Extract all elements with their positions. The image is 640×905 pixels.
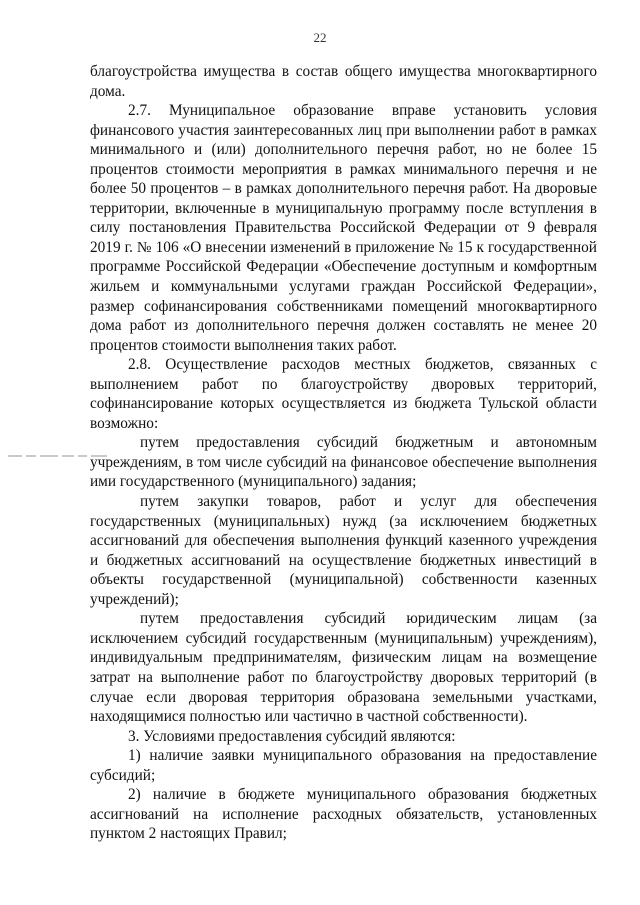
document-body	[90, 62, 597, 844]
paragraph-subsidies-legal-entities: путем предоставления субсидий юридическим лицам (за исключением субсидий государственным (муниципальным) учреждениям), индивидуальным предпринимателям, физическим лицам на возмещение затрат на выполнение работ по благоустройству дворовых территорий (в случае если дворовая территория образована земельными участками, находящимися полностью или частично в частной собственности).	[90, 610, 597, 726]
paragraph-continuation: благоустройства имущества в состав общего имущества многоквартирного дома.	[90, 63, 597, 100]
paragraph-condition-2: 2) наличие в бюджете муниципального образования бюджетных ассигнований на исполнение расходных обязательств, установленных пунктом 2 настоящих Правил;	[90, 786, 597, 843]
paragraph-3-conditions: 3. Условиями предоставления субсидий являются:	[128, 727, 456, 745]
paragraph-subsidies-institutions: путем предоставления субсидий бюджетным и автономным учреждениям, в том числе субсидий на финансовое обеспечение выполнения ими государственного (муниципального) задания;	[90, 434, 597, 491]
paragraph-condition-1: 1) наличие заявки муниципального образования на предоставление субсидий;	[90, 747, 597, 784]
paragraph-procurement: путем закупки товаров, работ и услуг для обеспечения государственных (муниципальных) нужд (за исключением бюджетных ассигнований для обеспечения выполнения функций казенного учреждения и бюджетных ассигнований на осуществление бюджетных инвестиций в объекты государственной (муниципальной) собственности казенных учреждений);	[90, 493, 597, 608]
page-number: 22	[313, 30, 327, 45]
paragraph-2-7: 2.7. Муниципальное образование вправе установить условия финансового участия заинтересованных лиц при выполнении работ в рамках минимального и (или) дополнительного перечня работ, но не более 15 процентов стоимости мероприятия в рамках минимального перечня и не более 50 процентов – в рамках дополнительного перечня работ. На дворовые территории, включенные в муниципальную программу после вступления в силу постановления Правительства Российской Федерации от 9 февраля 2019 г. № 106 «О внесении изменений в приложение № 15 к государственной программе Российской Федерации «Обеспечение доступным и комфортным жильем и коммунальными услугами граждан Российской Федерации», размер софинансирования собственниками помещений многоквартирного дома работ из дополнительного перечня должен составлять не менее 20 процентов стоимости выполнения таких работ.	[90, 102, 597, 354]
paragraph-2-8: 2.8. Осуществление расходов местных бюджетов, связанных с выполнением работ по благоустройству дворовых территорий, софинансирование которых осуществляется из бюджета Тульской области возможно:	[90, 356, 597, 432]
